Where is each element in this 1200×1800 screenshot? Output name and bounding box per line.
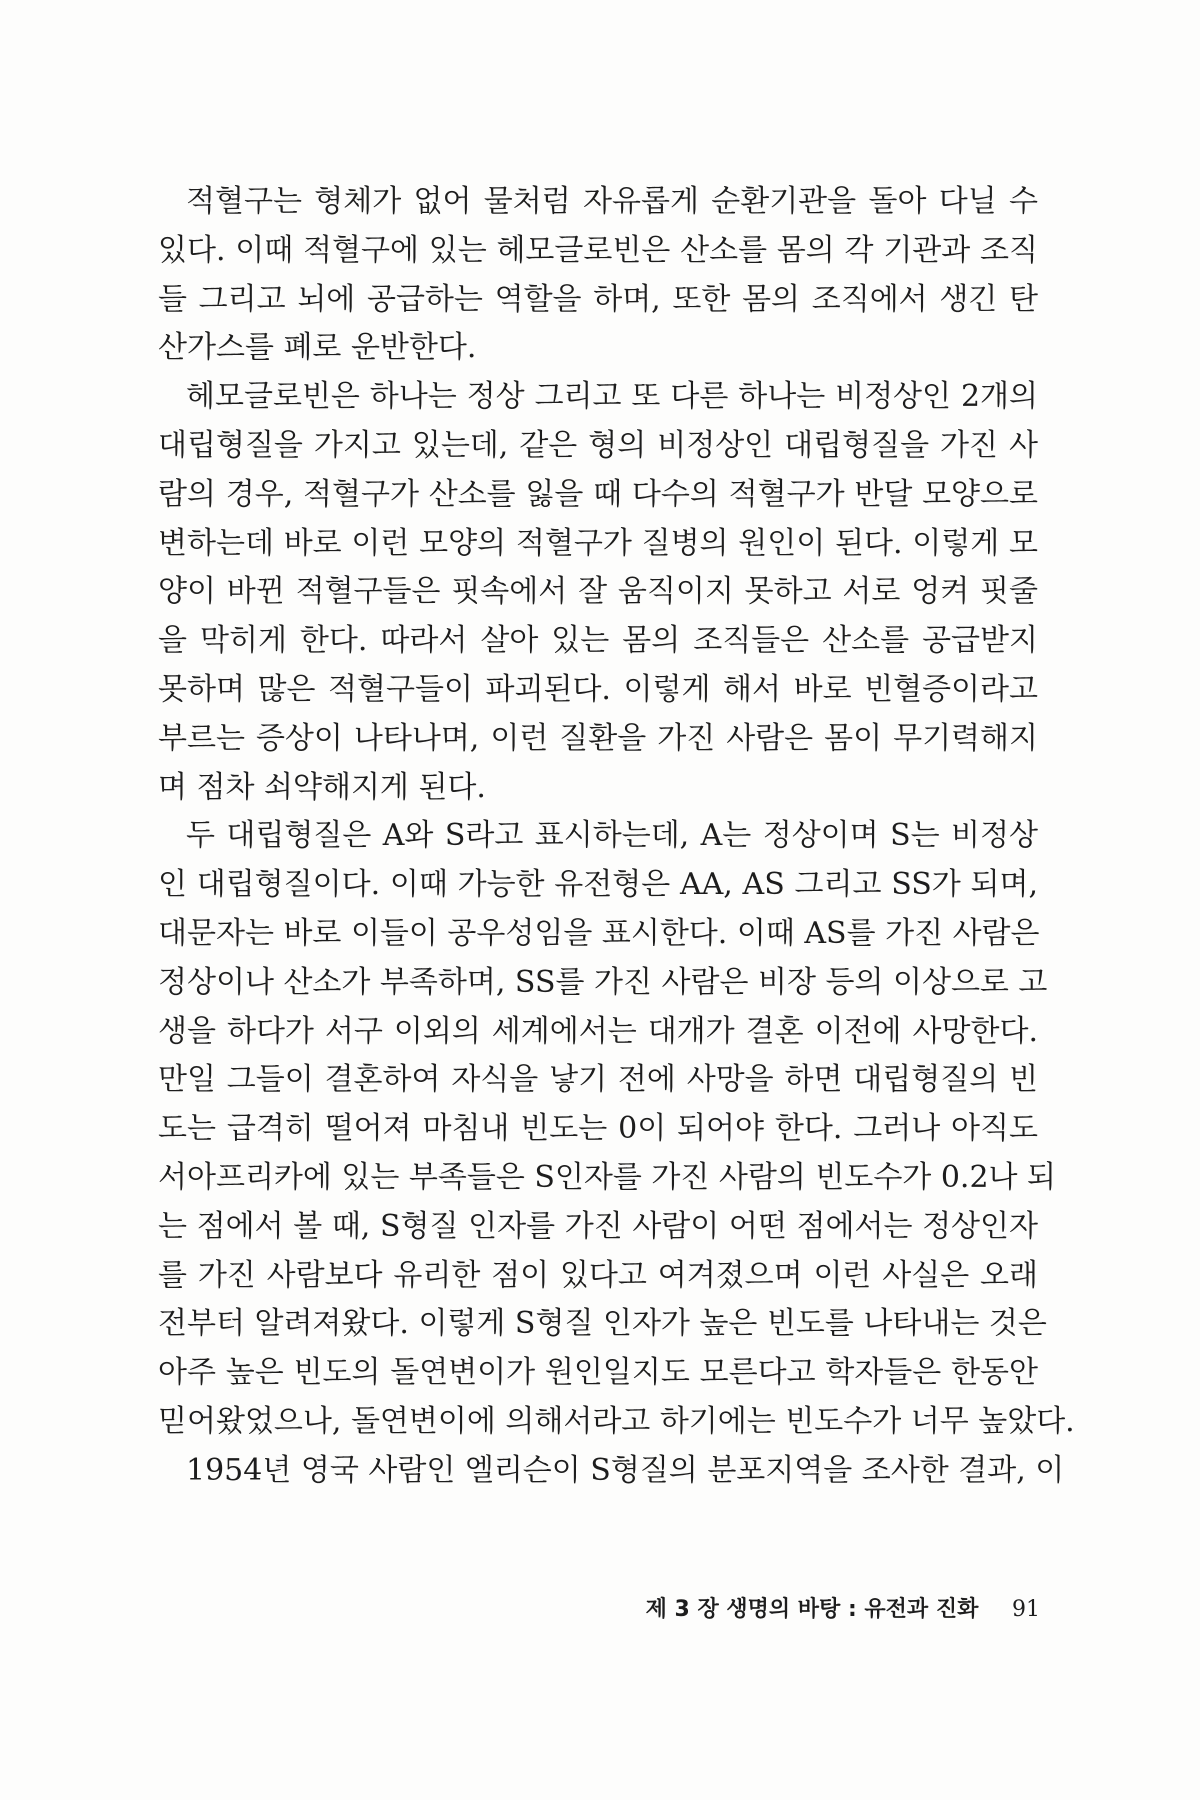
text-line: 들 그리고 뇌에 공급하는 역할을 하며, 또한 몸의 조직에서 생긴 탄 [158, 281, 1038, 317]
running-head: 제 3 장 생명의 바탕 : 유전과 진화 [645, 1597, 979, 1622]
text-line: 적혈구는 형체가 없어 물처럼 자유롭게 순환기관을 돌아 다닐 수 [186, 184, 1038, 219]
text-line: 서아프리카에 있는 부족들은 S인자를 가진 사람의 빈도수가 0.2나 되 [158, 1159, 1057, 1195]
text-line: 못하며 많은 적혈구들이 파괴된다. 이렇게 해서 바로 빈혈증이라고 [158, 671, 1038, 707]
text-line: 헤모글로빈은 하나는 정상 그리고 또 다른 하나는 비정상인 2개의 [186, 379, 1038, 415]
text-line: 전부터 알려져왔다. 이렇게 S형질 인자가 높은 빈도를 나타내는 것은 [158, 1306, 1047, 1342]
text-line: 두 대립형질은 A와 S라고 표시하는데, A는 정상이며 S는 비정상 [186, 818, 1038, 854]
text-line: 양이 바뀐 적혈구들은 핏속에서 잘 움직이지 못하고 서로 엉켜 핏줄 [158, 574, 1038, 610]
text-line: 정상이나 산소가 부족하며, SS를 가진 사람은 비장 등의 이상으로 고 [158, 964, 1048, 1000]
text-line: 인 대립형질이다. 이때 가능한 유전형은 AA, AS 그리고 SS가 되며, [158, 867, 1038, 903]
text-line: 산가스를 폐로 운반한다. [158, 330, 477, 366]
page-footer [646, 1590, 1040, 1630]
text-line: 는 점에서 볼 때, S형질 인자를 가진 사람이 어떤 점에서는 정상인자 [158, 1208, 1038, 1244]
page-number: 91 [1012, 1597, 1040, 1622]
text-line: 아주 높은 빈도의 돌연변이가 원인일지도 모른다고 학자들은 한동안 [158, 1355, 1038, 1391]
text-line: 람의 경우, 적혈구가 산소를 잃을 때 다수의 적혈구가 반달 모양으로 [158, 476, 1038, 512]
text-line: 1954년 영국 사람인 엘리슨이 S형질의 분포지역을 조사한 결과, 이 [186, 1452, 1065, 1488]
text-line: 만일 그들이 결혼하여 자식을 낳기 전에 사망을 하면 대립형질의 빈 [158, 1062, 1038, 1098]
text-line: 대문자는 바로 이들이 공우성임을 표시한다. 이때 AS를 가진 사람은 [158, 915, 1040, 951]
text-line: 며 점차 쇠약해지게 된다. [158, 769, 486, 805]
text-line: 대립형질을 가지고 있는데, 같은 형의 비정상인 대립형질을 가진 사 [158, 427, 1038, 463]
text-line: 있다. 이때 적혈구에 있는 헤모글로빈은 산소를 몸의 각 기관과 조직 [158, 232, 1038, 268]
text-line: 변하는데 바로 이런 모양의 적혈구가 질병의 원인이 된다. 이렇게 모 [158, 525, 1038, 561]
body-text [158, 178, 1075, 1496]
text-line: 을 막히게 한다. 따라서 살아 있는 몸의 조직들은 산소를 공급받지 [158, 623, 1038, 659]
paragraph [158, 373, 1038, 812]
text-line: 를 가진 사람보다 유리한 점이 있다고 여겨졌으며 이런 사실은 오래 [158, 1257, 1038, 1293]
text-line: 부르는 증상이 나타나며, 이런 질환을 가진 사람은 몸이 무기력해지 [158, 720, 1038, 756]
text-line: 믿어왔었으나, 돌연변이에 의해서라고 하기에는 빈도수가 너무 높았다. [158, 1403, 1075, 1439]
text-line: 생을 하다가 서구 이외의 세계에서는 대개가 결혼 이전에 사망한다. [158, 1013, 1038, 1049]
paragraph [158, 1447, 1065, 1496]
text-line: 도는 급격히 떨어져 마침내 빈도는 0이 되어야 한다. 그러나 아직도 [158, 1111, 1038, 1147]
paragraph [158, 812, 1075, 1446]
paragraph [158, 178, 1038, 373]
